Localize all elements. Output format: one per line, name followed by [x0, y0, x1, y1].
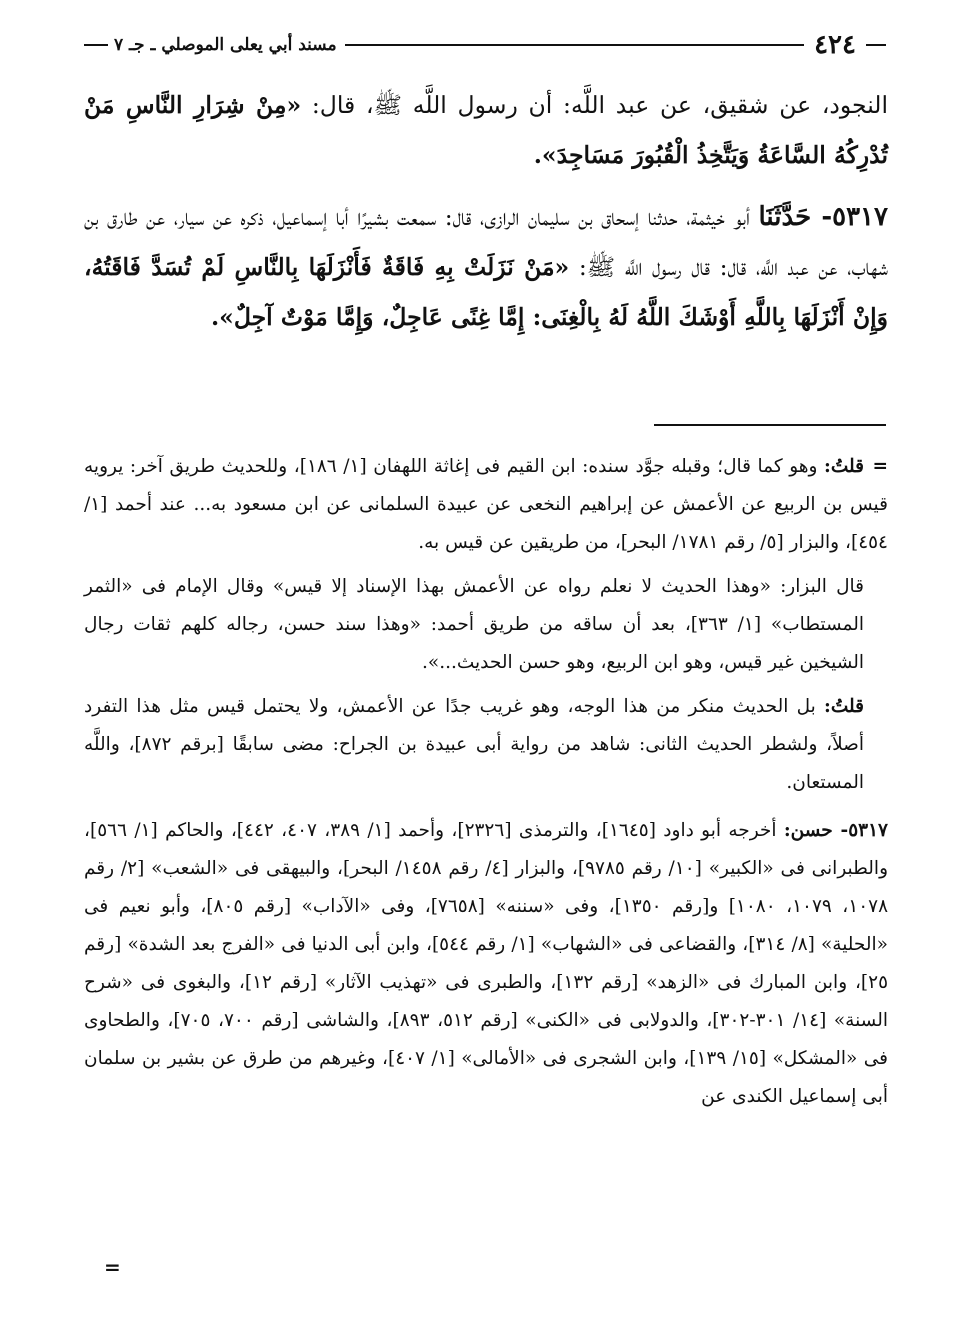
- main-text: [84, 80, 888, 342]
- header-rule-left: [84, 44, 108, 46]
- footnote-2: قال البزار: «وهذا الحديث لا نعلم رواه عن الأعمش بهذا الإسناد إلا قيس» وقال الإمام فى «الثمر المستطاب» [١/ ٣٦٣]، بعد أن ساقه من طريق أحمد: «وهذا سند حسن، رجاله كلهم ثقات رجال الشيخين غير قيس، وهو ابن الربيع، وهو حسن الحديث...».: [84, 576, 864, 673]
- footnote-3-label: قلتُ:: [824, 696, 864, 717]
- footnote-1: [84, 448, 888, 562]
- continuation-mark: =: [872, 456, 888, 477]
- footnotes: [84, 448, 888, 1122]
- isnad-text: أبو خيثمة، حدثنا إسحاق بن سليمان الرازى، قال: سمعت بشيرًا أبا إسماعيل، ذكره عن سيار، عن طارق بن شهاب، عن عبد اللَّه، قال: قال رسول اللَّه ﷺ:: [84, 203, 888, 281]
- prophetic-quote-2: «مَنْ نَزَلَتْ بِهِ فَاقَةٌ فَأَنْزَلَهَا بِالنَّاسِ لَمْ تُسَدَّ فَاقَتُهُ، وَإِنْ أَنْزَلَهَا بِاللَّهِ أَوْشَكَ اللَّهُ لَهُ بِالْغِنَى: إِمَّا غِنًى عَاجِلٌ، وَإِمَّا مَوْتٌ آجِلٌ».: [84, 253, 888, 331]
- footnote-3-text: بل الحديث منكر من هذا الوجه، وهو غريب جدًا عن الأعمش، ولا يحتمل قيس مثل هذا التفرد أصلاً، ولشطر الحديث الثانى: شاهد من رواية أبى عبيدة بن الجراح: مضى سابقًا [برقم ٨٧٢]، واللَّه المستعان.: [84, 696, 865, 793]
- takhrij-text: أخرجه أبو داود [١٦٤٥]، والترمذى [٢٣٢٦]، وأحمد [١/ ٣٨٩، ٤٠٧، ٤٤٢]، والحاكم [١/ ٥٦٦]، والطبرانى فى «الكبير» [١٠/ رقم ٩٧٨٥]، والبزار [٤/ رقم ١٤٥٨/ البحر]، والبيهقى فى «الشعب» [٢/ رقم ١٠٧٨، ١٠٧٩، ١٠٨٠] و[رقم ١٣٥٠]، وفى «سننه» [٧٦٥٨]، وفى «الآداب» [رقم ٨٠٥]، وأبو نعيم فى «الحلية» [٨/ ٣١٤]، والقضاعى فى «الشهاب» [١/ رقم ٥٤٤]، وابن أبى الدنيا فى «الفرج بعد الشدة» [رقم ٢٥]، وابن المبارك فى «الزهد» [رقم ١٣٢]، والطبرى فى «تهذيب الآثار» [رقم ١٢]، والبغوى فى «شرح السنة» [١٤/ ٣٠١-٣٠٢]، والدولابى فى «الكنى» [رقم ٥١٢، ٨٩٣]، والشاشى [رقم ٧٠٠، ٧٠٥]، والطحاوى فى «المشكل» [١٥/ ١٣٩]، وابن الشجرى فى «الأمالى» [١/ ٤٠٧]، وغيرهم من طرق عن بشير بن سلمان أبى إسماعيل الكندى عن: [84, 820, 889, 1107]
- page-number: ٤٢٤: [814, 30, 856, 60]
- footnote-1-text: وهو كما قال؛ وقبله جوَّد سنده: ابن القيم فى إغاثة اللهفان [١/ ١٨٦]، وللحديث طريق آخر: يرويه قيس بن الربيع عن الأعمش عن إبراهيم النخعى عن عبيدة السلمانى عن ابن مسعود به... عند أحمد [١/ ٤٥٤]، والبزار [٥/ رقم ١٧٨١/ البحر]، من طريقين عن قيس به.: [84, 456, 888, 553]
- para1-text: النجود، عن شقيق، عن عبد اللَّه: أن رسول اللَّه ﷺ، قال:: [301, 91, 888, 119]
- page-end-mark: =: [104, 1255, 121, 1279]
- hadith-paragraph: [84, 192, 888, 342]
- header-rule-right: [866, 44, 886, 46]
- paragraph-continued: [84, 80, 888, 180]
- footnote-separator: [654, 424, 886, 426]
- footnote-3: [84, 688, 864, 802]
- book-title: مسند أبي يعلى الموصلي ـ جـ ٧: [114, 35, 337, 55]
- takhrij-label: ٥٣١٧- حسن:: [783, 820, 888, 841]
- running-header: [84, 30, 886, 60]
- prophetic-quote-1: «مِنْ شِرَارِ النَّاسِ مَنْ تُدْرِكُهُ السَّاعَةُ وَيَتَّخِذُ الْقُبُورَ مَسَاجِدَ».: [84, 91, 888, 169]
- takhrij-5317: [84, 812, 888, 1116]
- header-rule: [345, 44, 805, 46]
- hadith-number: ٥٣١٧- حَدَّثَنَا: [758, 202, 888, 232]
- footnote-1-label: قلتُ:: [824, 456, 864, 477]
